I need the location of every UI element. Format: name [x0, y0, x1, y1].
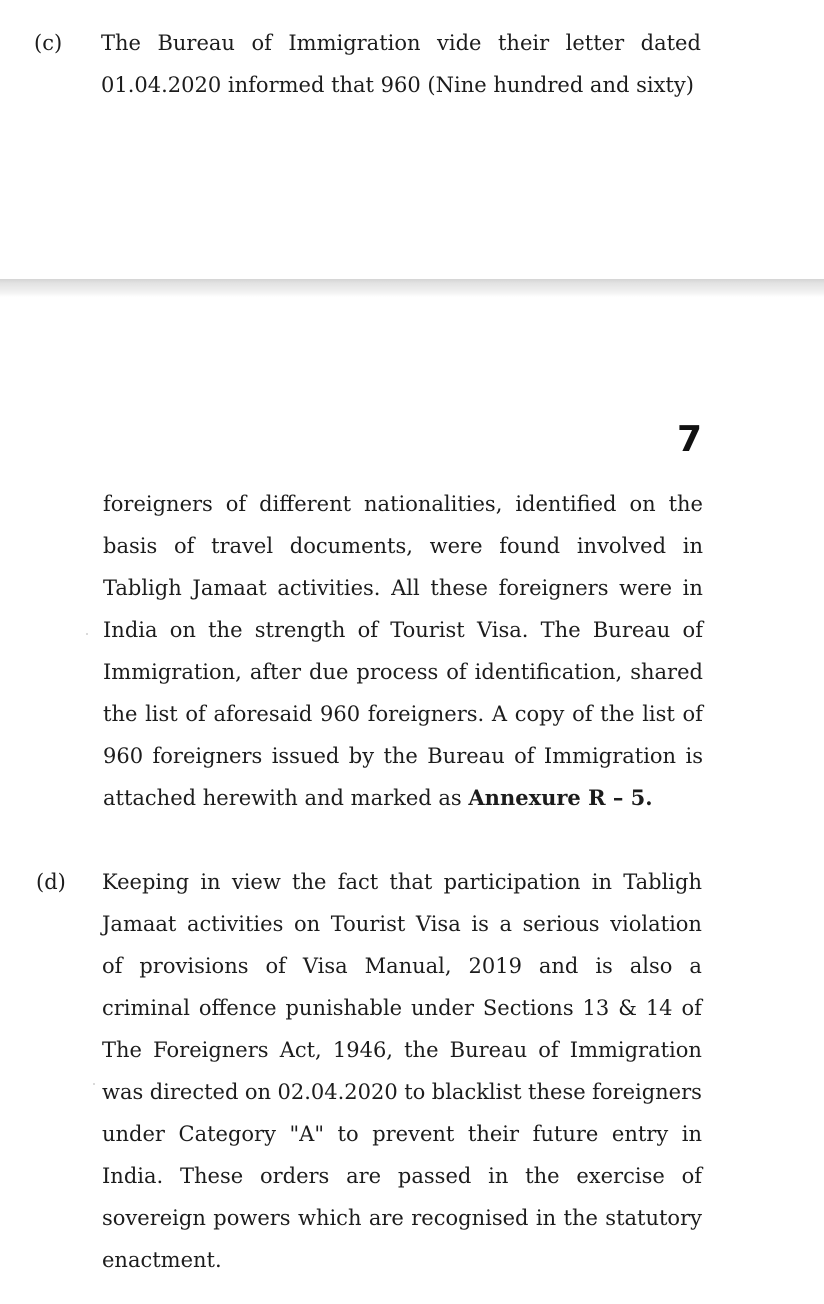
paragraph-d-label: (d) [36, 870, 66, 894]
word: in [535, 1206, 557, 1230]
word: on [169, 618, 196, 642]
word: of [225, 492, 247, 516]
word: different [259, 492, 352, 516]
scan-speck [86, 633, 88, 635]
continuation-line-3 [103, 575, 703, 601]
word: to [404, 1080, 426, 1104]
word: Bureau [449, 1038, 528, 1062]
word: Tourist [390, 618, 465, 642]
continuation-line-6 [103, 701, 703, 727]
continuation-line-7 [103, 743, 703, 769]
word: of [185, 702, 206, 726]
word: to [337, 1122, 359, 1146]
word: 2019 [468, 954, 522, 978]
word: on [293, 912, 321, 936]
word: view [231, 870, 281, 894]
word: the [563, 1206, 598, 1230]
word: the [208, 618, 243, 642]
word: Bureau [157, 31, 235, 55]
word: identification, [474, 660, 623, 684]
scan-speck [93, 1083, 95, 1085]
word: foreigners [103, 492, 213, 516]
word: participation [443, 870, 581, 894]
word: Bureau [427, 744, 505, 768]
word: activities. [277, 576, 381, 600]
word: & [618, 996, 637, 1020]
word: process [356, 660, 439, 684]
word: of [446, 660, 467, 684]
word: were [429, 534, 483, 558]
word: of [681, 996, 702, 1020]
continuation-line-4 [103, 617, 703, 643]
word: of [538, 1038, 559, 1062]
paragraph-c-line-2: 01.04.2020 informed that 960 (Nine hundred and sixty) [101, 73, 694, 97]
word: the [404, 1038, 439, 1062]
word: offence [198, 996, 277, 1020]
word: statutory [605, 1206, 702, 1230]
word: Bureau [592, 618, 671, 642]
word: on [629, 492, 656, 516]
word: 13 [582, 996, 610, 1020]
word: entry [611, 1122, 669, 1146]
word: These [179, 1164, 244, 1188]
paragraph-d-line-7 [102, 1121, 702, 1147]
word: shared [630, 660, 703, 684]
word: also [629, 954, 673, 978]
word: strength [254, 618, 346, 642]
paragraph-d-line-5 [102, 1037, 702, 1063]
word: Jamaat [192, 576, 267, 600]
word: foreigners. [367, 702, 485, 726]
word: their [497, 31, 550, 55]
word: of [514, 744, 535, 768]
word: foreigners [592, 1080, 702, 1104]
word: of [681, 1164, 702, 1188]
word: blacklist [431, 1080, 522, 1104]
word: 02.04.2020 [277, 1080, 398, 1104]
word: Keeping [102, 870, 190, 894]
word: of [572, 702, 593, 726]
word: Foreigners [153, 1038, 269, 1062]
word: punishable [285, 996, 403, 1020]
word: fact [337, 870, 379, 894]
word: violation [610, 912, 702, 936]
word: Act, [279, 1038, 322, 1062]
paragraph-c-line-1 [101, 30, 701, 56]
continuation-line-8 [103, 785, 653, 811]
paragraph-d-line-3 [102, 953, 702, 979]
word: orders [259, 1164, 330, 1188]
paragraph-d-line-6 [102, 1079, 702, 1105]
word: is [471, 912, 489, 936]
annexure-reference: Annexure R – 5. [468, 785, 653, 810]
word: A [491, 702, 508, 726]
page-break [0, 279, 824, 297]
word: foreigners [152, 744, 263, 768]
word: aforesaid [213, 702, 313, 726]
word: nationalities, [364, 492, 503, 516]
word: in [682, 534, 703, 558]
word: Visa [415, 912, 461, 936]
word: identified [515, 492, 617, 516]
word: India [103, 618, 158, 642]
word: of [102, 954, 123, 978]
word: criminal [102, 996, 190, 1020]
word: dated [640, 31, 701, 55]
word: sovereign [102, 1206, 206, 1230]
word: powers [213, 1206, 291, 1230]
word: of [682, 702, 703, 726]
word: All [391, 576, 420, 600]
word: Tabligh [103, 576, 182, 600]
word: of [251, 31, 272, 55]
word: is [685, 744, 703, 768]
word: was [102, 1080, 144, 1104]
word: are [368, 1206, 404, 1230]
word: exercise [576, 1164, 665, 1188]
paragraph-d-line-2 [102, 911, 702, 937]
word: Category [178, 1122, 276, 1146]
word: is [595, 954, 613, 978]
word: The [102, 1038, 142, 1062]
word: vide [437, 31, 482, 55]
word: list [642, 702, 675, 726]
word: basis [103, 534, 158, 558]
word: of [682, 618, 703, 642]
word: in [682, 576, 703, 600]
word: The [540, 618, 581, 642]
word: Immigration [543, 744, 677, 768]
word: The [101, 31, 141, 55]
word: in [681, 1122, 702, 1146]
word: by [348, 744, 375, 768]
word: Jamaat [102, 912, 177, 936]
word: under [411, 996, 474, 1020]
word: Immigration [569, 1038, 702, 1062]
continuation-line-8-text: attached herewith and marked as [103, 786, 469, 810]
word: the [103, 702, 138, 726]
word: Manual, [364, 954, 452, 978]
word: India. [102, 1164, 164, 1188]
word: the [383, 744, 418, 768]
word: these [430, 576, 488, 600]
word: copy [514, 702, 565, 726]
word: prevent [372, 1122, 455, 1146]
word: letter [565, 31, 625, 55]
word: Visa. [476, 618, 529, 642]
paragraph-d-line-1 [102, 869, 702, 895]
word: in [200, 870, 221, 894]
word: of [265, 954, 286, 978]
word: Immigration [288, 31, 421, 55]
paragraph-d-line-10: enactment. [102, 1248, 222, 1272]
word: were [619, 576, 672, 600]
word: after [249, 660, 302, 684]
word: directed [149, 1080, 239, 1104]
word: "A" [289, 1122, 324, 1146]
word: passed [397, 1164, 472, 1188]
paragraph-c-label: (c) [34, 31, 63, 55]
word: travel [211, 534, 274, 558]
word: their [467, 1122, 520, 1146]
word: Sections [482, 996, 574, 1020]
word: future [532, 1122, 599, 1146]
paragraph-d-line-9 [102, 1205, 702, 1231]
word: under [102, 1122, 165, 1146]
word: list [145, 702, 178, 726]
word: Visa [302, 954, 348, 978]
word: are [346, 1164, 382, 1188]
word: found [499, 534, 561, 558]
word: 960 [319, 702, 361, 726]
word: due [309, 660, 349, 684]
word: the [600, 702, 635, 726]
paragraph-d-line-4 [102, 995, 702, 1021]
word: involved [576, 534, 667, 558]
word: on [244, 1080, 272, 1104]
word: a [499, 912, 513, 936]
continuation-line-5 [103, 659, 703, 685]
word: 960 [103, 744, 144, 768]
word: serious [522, 912, 600, 936]
word: which [297, 1206, 362, 1230]
paragraph-d-line-8 [102, 1163, 702, 1189]
word: 14 [645, 996, 673, 1020]
word: these [528, 1080, 586, 1104]
word: the [525, 1164, 560, 1188]
word: and [538, 954, 579, 978]
word: the [292, 870, 327, 894]
word: of [173, 534, 195, 558]
continuation-line-1 [103, 491, 703, 517]
word: foreigners [498, 576, 609, 600]
word: of [357, 618, 378, 642]
continuation-line-2 [103, 533, 703, 559]
word: issued [271, 744, 340, 768]
page-number: 7 [676, 419, 702, 460]
word: Tourist [330, 912, 406, 936]
word: recognised [411, 1206, 529, 1230]
word: Immigration, [103, 660, 242, 684]
word: that [389, 870, 433, 894]
word: the [668, 492, 703, 516]
word: Tabligh [623, 870, 702, 894]
word: in [591, 870, 612, 894]
word: activities [186, 912, 284, 936]
word: 1946, [332, 1038, 393, 1062]
word: a [689, 954, 702, 978]
word: documents, [289, 534, 413, 558]
word: in [488, 1164, 509, 1188]
word: provisions [139, 954, 249, 978]
